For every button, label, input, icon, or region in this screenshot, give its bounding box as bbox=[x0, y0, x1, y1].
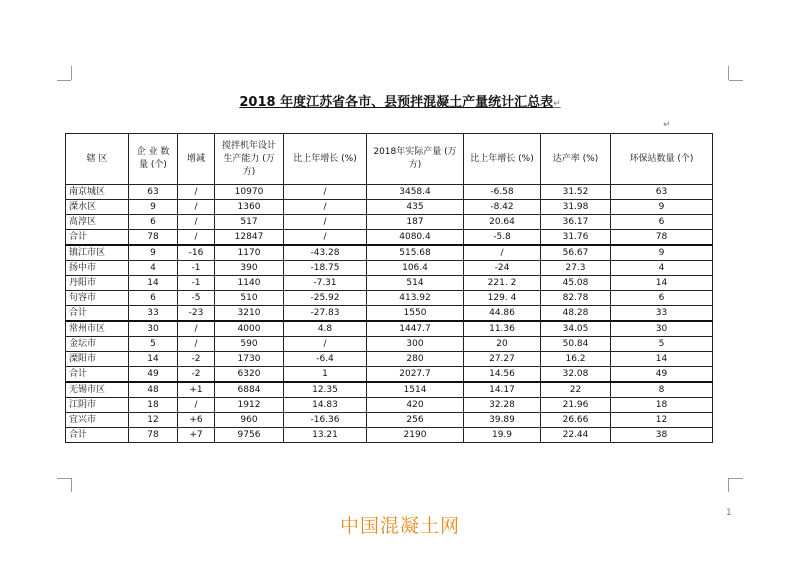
cell-company-count: 49 bbox=[129, 367, 178, 383]
cell-change: / bbox=[178, 185, 215, 200]
cell-actual-output: 2027.7 bbox=[367, 367, 464, 383]
cell-change: -2 bbox=[178, 352, 215, 367]
cell-actual-output: 280 bbox=[367, 352, 464, 367]
table-row bbox=[66, 382, 713, 398]
cell-district: 高淳区 bbox=[66, 215, 129, 230]
table-row bbox=[66, 215, 713, 230]
cell-change: / bbox=[178, 215, 215, 230]
cell-capacity: 1912 bbox=[215, 398, 284, 413]
cell-change: -1 bbox=[178, 276, 215, 291]
cell-capacity-growth: -7.31 bbox=[284, 276, 367, 291]
cell-change: / bbox=[178, 200, 215, 215]
cell-capacity: 3210 bbox=[215, 306, 284, 322]
cell-company-count: 33 bbox=[129, 306, 178, 322]
table-row bbox=[66, 291, 713, 306]
cell-capacity-growth: / bbox=[284, 337, 367, 352]
cell-output-growth: / bbox=[464, 245, 541, 261]
cell-actual-output: 4080.4 bbox=[367, 230, 464, 246]
cell-capacity: 390 bbox=[215, 261, 284, 276]
table-row bbox=[66, 352, 713, 367]
cell-output-growth: -24 bbox=[464, 261, 541, 276]
cell-attainment-rate: 45.08 bbox=[541, 276, 611, 291]
cell-company-count: 9 bbox=[129, 245, 178, 261]
cell-attainment-rate: 22.44 bbox=[541, 428, 611, 443]
cell-eco-station-count: 8 bbox=[611, 382, 713, 398]
cell-eco-station-count: 14 bbox=[611, 352, 713, 367]
cell-capacity: 1140 bbox=[215, 276, 284, 291]
cell-capacity-growth: 14.83 bbox=[284, 398, 367, 413]
cell-company-count: 6 bbox=[129, 291, 178, 306]
cell-company-count: 63 bbox=[129, 185, 178, 200]
header-actual-output: 2018年实际产量 (万方) bbox=[367, 134, 464, 185]
cell-district: 宜兴市 bbox=[66, 413, 129, 428]
cell-eco-station-count: 33 bbox=[611, 306, 713, 322]
cell-attainment-rate: 22 bbox=[541, 382, 611, 398]
table-row bbox=[66, 261, 713, 276]
cell-eco-station-count: 18 bbox=[611, 398, 713, 413]
production-statistics-table bbox=[65, 133, 713, 443]
cell-actual-output: 3458.4 bbox=[367, 185, 464, 200]
header-output-growth: 比上年增长 (%) bbox=[464, 134, 541, 185]
cell-capacity: 1730 bbox=[215, 352, 284, 367]
cell-actual-output: 187 bbox=[367, 215, 464, 230]
cell-capacity-growth: 12.35 bbox=[284, 382, 367, 398]
cell-company-count: 18 bbox=[129, 398, 178, 413]
cell-change: / bbox=[178, 398, 215, 413]
cell-eco-station-count: 6 bbox=[611, 291, 713, 306]
cell-district: 合计 bbox=[66, 230, 129, 246]
cell-change: / bbox=[178, 337, 215, 352]
page-number: 1 bbox=[726, 508, 732, 518]
table-row bbox=[66, 276, 713, 291]
cell-change: -23 bbox=[178, 306, 215, 322]
cell-attainment-rate: 16.2 bbox=[541, 352, 611, 367]
cell-actual-output: 420 bbox=[367, 398, 464, 413]
cell-capacity: 10970 bbox=[215, 185, 284, 200]
cell-capacity-growth: -16.36 bbox=[284, 413, 367, 428]
cell-output-growth: 14.17 bbox=[464, 382, 541, 398]
cell-change: -5 bbox=[178, 291, 215, 306]
cell-change: -1 bbox=[178, 261, 215, 276]
cell-attainment-rate: 27.3 bbox=[541, 261, 611, 276]
cell-output-growth: 39.89 bbox=[464, 413, 541, 428]
cell-output-growth: 44.86 bbox=[464, 306, 541, 322]
cell-capacity-growth: -25.92 bbox=[284, 291, 367, 306]
cell-capacity-growth: / bbox=[284, 215, 367, 230]
cell-actual-output: 1550 bbox=[367, 306, 464, 322]
cell-district: 江阴市 bbox=[66, 398, 129, 413]
cell-company-count: 9 bbox=[129, 200, 178, 215]
cell-eco-station-count: 12 bbox=[611, 413, 713, 428]
cell-capacity-growth: 13.21 bbox=[284, 428, 367, 443]
cell-district: 合计 bbox=[66, 306, 129, 322]
cell-capacity: 6320 bbox=[215, 367, 284, 383]
cell-actual-output: 300 bbox=[367, 337, 464, 352]
cell-attainment-rate: 50.84 bbox=[541, 337, 611, 352]
cell-district: 丹阳市 bbox=[66, 276, 129, 291]
cell-attainment-rate: 56.67 bbox=[541, 245, 611, 261]
cell-output-growth: 11.36 bbox=[464, 321, 541, 337]
cell-capacity: 6884 bbox=[215, 382, 284, 398]
header-district: 辖 区 bbox=[66, 134, 129, 185]
cell-attainment-rate: 21.96 bbox=[541, 398, 611, 413]
cell-change: +6 bbox=[178, 413, 215, 428]
cell-company-count: 78 bbox=[129, 428, 178, 443]
cell-district: 扬中市 bbox=[66, 261, 129, 276]
cell-capacity: 9756 bbox=[215, 428, 284, 443]
cell-capacity-growth: -6.4 bbox=[284, 352, 367, 367]
cell-actual-output: 256 bbox=[367, 413, 464, 428]
header-capacity: 搅拌机年设计生产能力 (万方) bbox=[215, 134, 284, 185]
cell-district: 合计 bbox=[66, 367, 129, 383]
cell-capacity: 12847 bbox=[215, 230, 284, 246]
cell-output-growth: 20.64 bbox=[464, 215, 541, 230]
cell-output-growth: -8.42 bbox=[464, 200, 541, 215]
cell-district: 金坛市 bbox=[66, 337, 129, 352]
cell-actual-output: 1447.7 bbox=[367, 321, 464, 337]
document-title bbox=[0, 91, 800, 110]
cell-district: 无锡市区 bbox=[66, 382, 129, 398]
header-company-count: 企 业 数 量 (个) bbox=[129, 134, 178, 185]
cell-capacity-growth: -27.83 bbox=[284, 306, 367, 322]
paragraph-mark: ↵ bbox=[663, 120, 671, 130]
cell-attainment-rate: 32.08 bbox=[541, 367, 611, 383]
cell-company-count: 30 bbox=[129, 321, 178, 337]
cell-attainment-rate: 82.78 bbox=[541, 291, 611, 306]
header-capacity-growth: 比上年增长 (%) bbox=[284, 134, 367, 185]
table-row bbox=[66, 230, 713, 246]
cell-output-growth: 129. 4 bbox=[464, 291, 541, 306]
cell-change: / bbox=[178, 230, 215, 246]
cell-output-growth: 221. 2 bbox=[464, 276, 541, 291]
cell-eco-station-count: 38 bbox=[611, 428, 713, 443]
cell-eco-station-count: 9 bbox=[611, 245, 713, 261]
cell-capacity-growth: / bbox=[284, 230, 367, 246]
cell-actual-output: 514 bbox=[367, 276, 464, 291]
cell-capacity-growth: 4.8 bbox=[284, 321, 367, 337]
cell-capacity-growth: -43.28 bbox=[284, 245, 367, 261]
cell-district: 溧阳市 bbox=[66, 352, 129, 367]
cell-company-count: 6 bbox=[129, 215, 178, 230]
cell-output-growth: 14.56 bbox=[464, 367, 541, 383]
watermark: 中国混凝土网 bbox=[339, 515, 460, 537]
cell-company-count: 12 bbox=[129, 413, 178, 428]
paragraph-mark: ↵ bbox=[553, 99, 561, 109]
table-row bbox=[66, 367, 713, 383]
cell-district: 常州市区 bbox=[66, 321, 129, 337]
cell-capacity-growth: / bbox=[284, 200, 367, 215]
table-row bbox=[66, 428, 713, 443]
cell-actual-output: 435 bbox=[367, 200, 464, 215]
cell-attainment-rate: 31.76 bbox=[541, 230, 611, 246]
cell-output-growth: 32.28 bbox=[464, 398, 541, 413]
table-row bbox=[66, 413, 713, 428]
cell-change: -2 bbox=[178, 367, 215, 383]
table-row bbox=[66, 185, 713, 200]
cell-attainment-rate: 48.28 bbox=[541, 306, 611, 322]
cell-district: 句容市 bbox=[66, 291, 129, 306]
cell-attainment-rate: 31.52 bbox=[541, 185, 611, 200]
cell-district: 溧水区 bbox=[66, 200, 129, 215]
cell-eco-station-count: 9 bbox=[611, 200, 713, 215]
cell-capacity: 590 bbox=[215, 337, 284, 352]
cell-actual-output: 2190 bbox=[367, 428, 464, 443]
cell-capacity: 517 bbox=[215, 215, 284, 230]
table-row bbox=[66, 337, 713, 352]
cell-capacity: 4000 bbox=[215, 321, 284, 337]
cell-district: 南京城区 bbox=[66, 185, 129, 200]
cell-eco-station-count: 78 bbox=[611, 230, 713, 246]
cell-change: / bbox=[178, 321, 215, 337]
table-row bbox=[66, 200, 713, 215]
cell-capacity-growth: 1 bbox=[284, 367, 367, 383]
cell-output-growth: -5.8 bbox=[464, 230, 541, 246]
cell-actual-output: 515.68 bbox=[367, 245, 464, 261]
cell-attainment-rate: 36.17 bbox=[541, 215, 611, 230]
cell-eco-station-count: 30 bbox=[611, 321, 713, 337]
cell-company-count: 48 bbox=[129, 382, 178, 398]
cell-eco-station-count: 4 bbox=[611, 261, 713, 276]
cell-attainment-rate: 34.05 bbox=[541, 321, 611, 337]
cell-capacity: 1170 bbox=[215, 245, 284, 261]
cell-change: +1 bbox=[178, 382, 215, 398]
cell-company-count: 14 bbox=[129, 352, 178, 367]
cell-actual-output: 413.92 bbox=[367, 291, 464, 306]
cell-company-count: 78 bbox=[129, 230, 178, 246]
header-attainment-rate: 达产率 (%) bbox=[541, 134, 611, 185]
cell-eco-station-count: 14 bbox=[611, 276, 713, 291]
document-title-text: 2018 年度江苏省各市、县预拌混凝土产量统计汇总表 bbox=[239, 95, 554, 110]
cell-company-count: 4 bbox=[129, 261, 178, 276]
table-row bbox=[66, 306, 713, 322]
table-row bbox=[66, 398, 713, 413]
table-row bbox=[66, 321, 713, 337]
table-header-row bbox=[66, 134, 713, 185]
cell-capacity-growth: -18.75 bbox=[284, 261, 367, 276]
cell-change: -16 bbox=[178, 245, 215, 261]
header-eco-station-count: 环保站数量 (个) bbox=[611, 134, 713, 185]
cell-capacity-growth: / bbox=[284, 185, 367, 200]
cell-eco-station-count: 6 bbox=[611, 215, 713, 230]
cell-capacity: 510 bbox=[215, 291, 284, 306]
cell-eco-station-count: 49 bbox=[611, 367, 713, 383]
cell-company-count: 14 bbox=[129, 276, 178, 291]
cell-capacity: 1360 bbox=[215, 200, 284, 215]
cell-change: +7 bbox=[178, 428, 215, 443]
cell-output-growth: -6.58 bbox=[464, 185, 541, 200]
cell-district: 镇江市区 bbox=[66, 245, 129, 261]
cell-attainment-rate: 26.66 bbox=[541, 413, 611, 428]
cell-output-growth: 20 bbox=[464, 337, 541, 352]
table-body bbox=[66, 185, 713, 443]
header-change: 增减 bbox=[178, 134, 215, 185]
cell-actual-output: 1514 bbox=[367, 382, 464, 398]
cell-capacity: 960 bbox=[215, 413, 284, 428]
table-row bbox=[66, 245, 713, 261]
cell-output-growth: 19.9 bbox=[464, 428, 541, 443]
cell-eco-station-count: 5 bbox=[611, 337, 713, 352]
cell-eco-station-count: 63 bbox=[611, 185, 713, 200]
cell-output-growth: 27.27 bbox=[464, 352, 541, 367]
cell-district: 合计 bbox=[66, 428, 129, 443]
cell-actual-output: 106.4 bbox=[367, 261, 464, 276]
cell-attainment-rate: 31.98 bbox=[541, 200, 611, 215]
cell-company-count: 5 bbox=[129, 337, 178, 352]
